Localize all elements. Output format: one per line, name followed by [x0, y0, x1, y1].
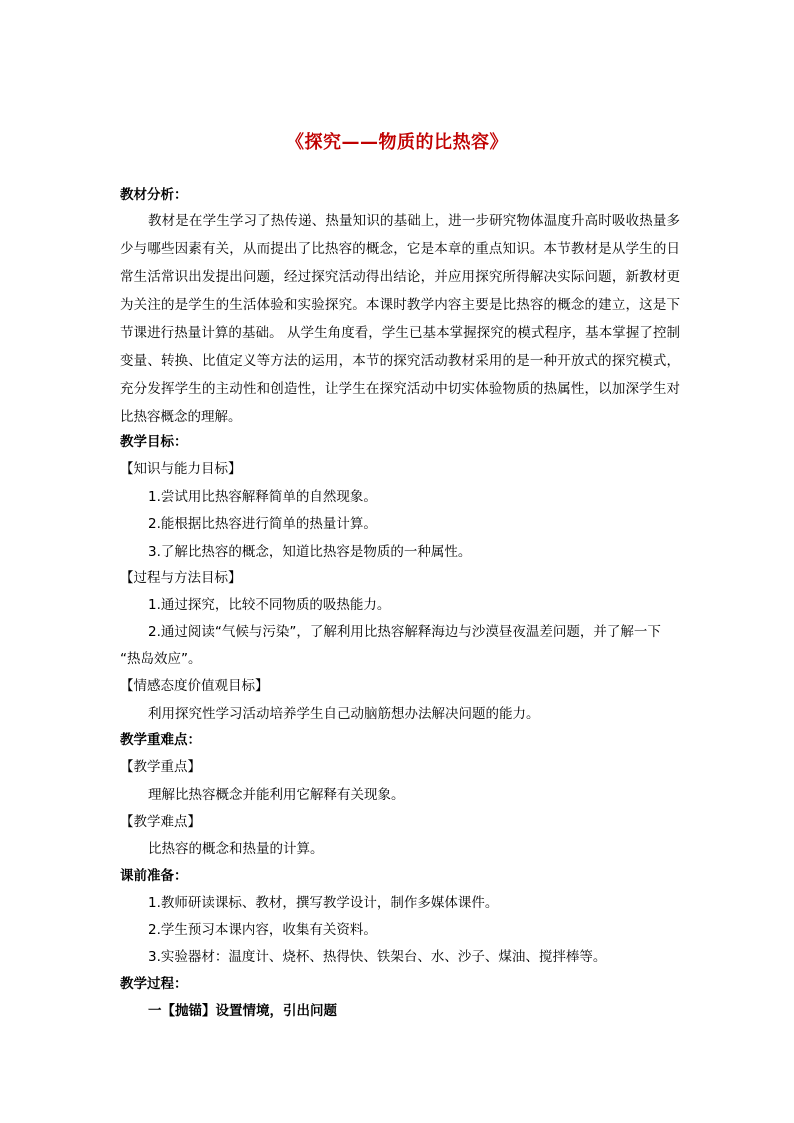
prep-item: 3.实验器材：温度计、烧杯、热得快、铁架台、水、沙子、煤油、搅拌棒等。	[148, 949, 607, 965]
emotion-goal-label: 【情感态度价值观目标】	[120, 678, 269, 694]
knowledge-goal-item: 2.能根据比热容进行简单的热量计算。	[148, 516, 377, 532]
process-step-1: 一【抛锚】设置情境，引出问题	[148, 1003, 337, 1019]
difficulty-label: 【教学难点】	[120, 814, 201, 830]
focus-label: 【教学重点】	[120, 759, 201, 775]
emotion-goal-text: 利用探究性学习活动培养学生自己动脑筋想办法解决问题的能力。	[148, 706, 540, 722]
prep-item: 2.学生预习本课内容，收集有关资料。	[148, 922, 377, 938]
knowledge-goal-item: 1.尝试用比热容解释简单的自然现象。	[148, 489, 377, 505]
keypoints-heading: 教学重难点：	[120, 732, 201, 748]
prep-heading: 课前准备：	[120, 868, 188, 884]
prep-item: 1.教师研读课标、教材，撰写教学设计，制作多媒体课件。	[148, 895, 499, 911]
analysis-heading: 教材分析：	[120, 187, 188, 203]
focus-text: 理解比热容概念并能利用它解释有关现象。	[148, 787, 405, 803]
process-goal-label: 【过程与方法目标】	[120, 570, 242, 586]
goals-heading: 教学目标：	[120, 434, 188, 450]
process-heading: 教学过程：	[120, 976, 188, 992]
page-title: 《探究——物质的比热容》	[286, 132, 508, 153]
process-goal-item: 1.通过探究，比较不同物质的吸热能力。	[148, 597, 391, 613]
knowledge-goal-item: 3.了解比热容的概念，知道比热容是物质的一种属性。	[148, 544, 472, 560]
process-goal-item: 2.通过阅读“气候与污染”，了解利用比热容解释海边与沙漠昼夜温差问题，并了解一下	[148, 624, 661, 640]
process-goal-item-continued: “热岛效应”。	[120, 651, 202, 667]
knowledge-goal-label: 【知识与能力目标】	[120, 461, 242, 477]
analysis-paragraph: 教材是在学生学习了热传递、热量知识的基础上，进一步研究物体温度升高时吸收热量多少与哪些因素有关，从而提出了比热容的概念，它是本章的重点知识。本节教材是从学生的日常生活常识出发提出问题，经过探究活动得出结论，并应用探究所得解决实际问题，新教材更为关注的是学生的生活体验和实验探究。本课时教学内容主要是比热容的概念的建立，这是下节课进行热量计算的基础。 从学生角度看，学生已基本掌握探究的模式程序，基本掌握了控制变量、转换、比值定义等方法的运用，本节的探究活动教材采用的是一种开放式的探究模式，充分发挥学生的主动性和创造性，让学生在探究活动中切实体验物质的热属性，以加深学生对比热容概念的理解。	[120, 213, 680, 425]
difficulty-text: 比热容的概念和热量的计算。	[148, 841, 324, 857]
